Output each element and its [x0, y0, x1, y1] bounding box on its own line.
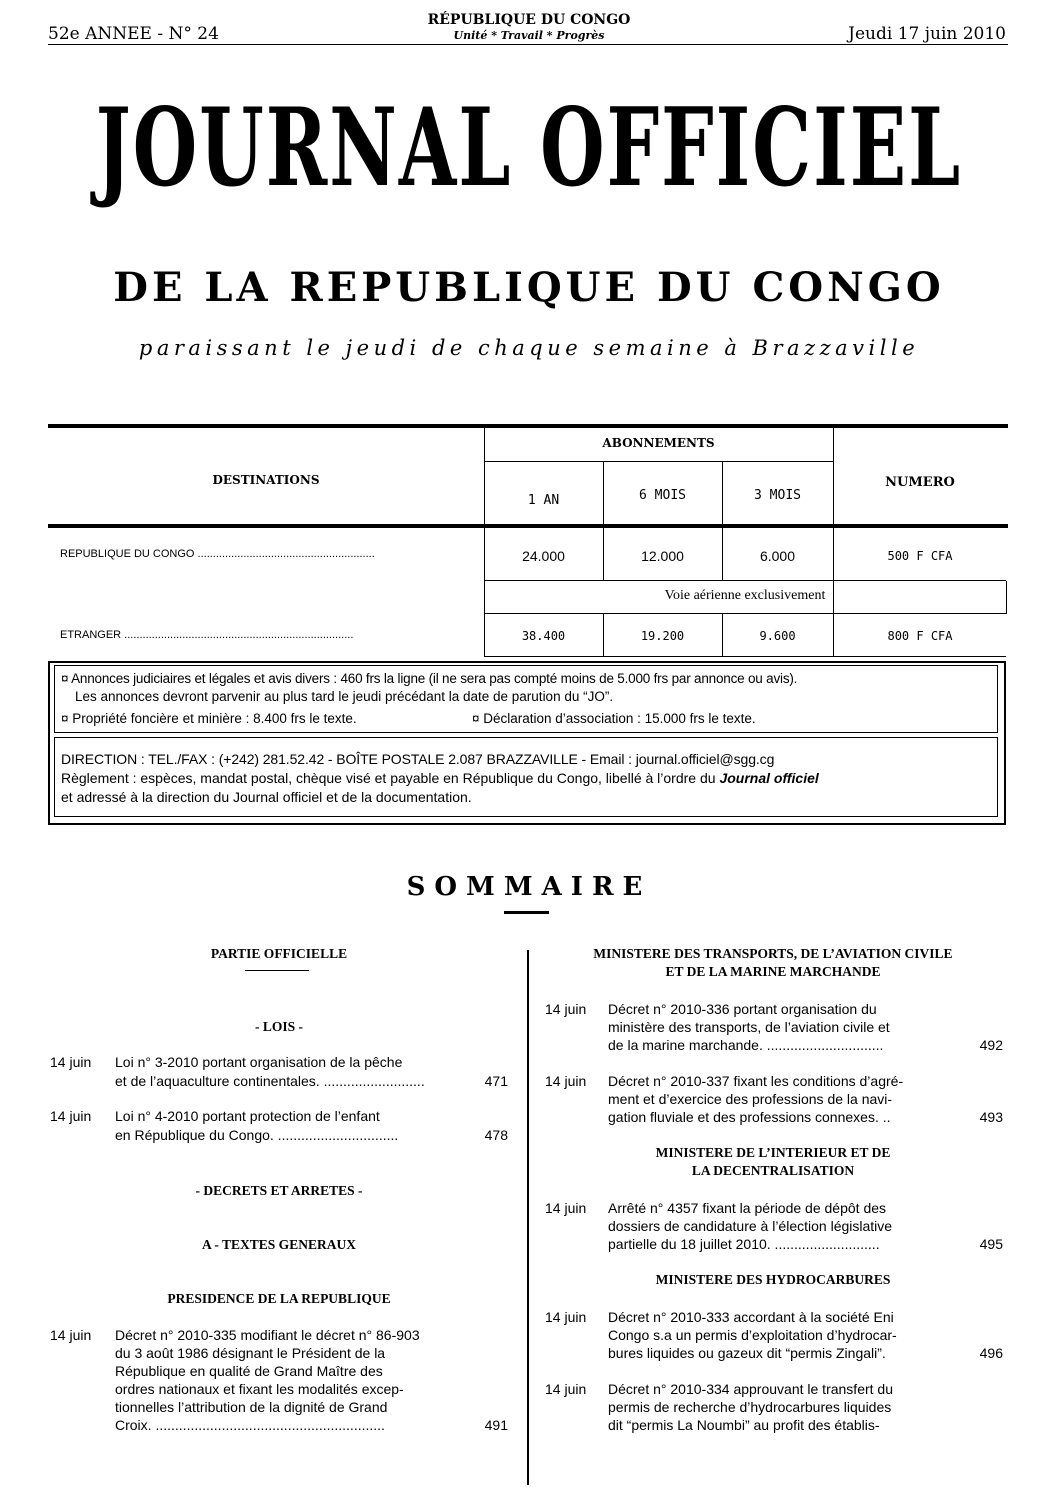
period-header: 3 MOIS: [754, 488, 801, 503]
table-hline: [484, 580, 1006, 581]
entry-page: 471: [484, 1073, 508, 1089]
entry-text: Loi n° 4-2010 portant protection de l’enfant: [115, 1108, 380, 1124]
column-separator: [527, 950, 529, 1485]
section-heading: MINISTERE DE L’INTERIEUR ET DE: [655, 1145, 891, 1160]
journal-title: JOURNAL OFFICIEL: [95, 86, 963, 211]
entry-page: 491: [484, 1417, 508, 1433]
entry-text: Décret n° 2010-337 fixant les conditions d’agré-: [608, 1073, 904, 1089]
section-heading: LA DECENTRALISATION: [691, 1163, 855, 1178]
entry-text: ordres nationaux et fixant les modalités excep-: [115, 1381, 404, 1397]
entry-text: ministère des transports, de l’aviation civile et: [608, 1019, 890, 1035]
entry-text: et de l’aquaculture continentales. ..........................: [115, 1073, 425, 1089]
section-heading: PARTIE OFFICIELLE: [210, 946, 348, 961]
toc-entry[interactable]: [545, 1000, 1005, 1056]
entry-date: 14 juin: [50, 1327, 92, 1343]
announcement-line: ¤ Propriété foncière et minière : 8.400 frs le texte.: [61, 711, 357, 726]
numero-price: 800 F CFA: [887, 629, 953, 643]
entry-text: dossiers de candidature à l’élection législative: [608, 1218, 893, 1234]
table-vline: [1006, 581, 1007, 614]
entry-page: 478: [484, 1127, 508, 1143]
entry-text: Décret n° 2010-333 accordant à la société Eni: [608, 1309, 894, 1325]
abonnements-header: ABONNEMENTS: [602, 436, 715, 450]
entry-text: Arrêté n° 4357 fixant la période de dépôt des: [608, 1200, 887, 1216]
section-heading: MINISTERE DES HYDROCARBURES: [655, 1272, 891, 1287]
toc-entry[interactable]: [545, 1380, 1005, 1436]
entry-text: Décret n° 2010-335 modifiant le décret n° 86-903: [115, 1327, 420, 1343]
entry-date: 14 juin: [545, 1309, 587, 1325]
entry-date: 14 juin: [50, 1054, 92, 1070]
destinations-header: DESTINATIONS: [212, 473, 320, 487]
announcement-line: ¤ Déclaration d’association : 15.000 frs le texte.: [472, 711, 756, 726]
entry-text: République en qualité de Grand Maître des: [115, 1363, 383, 1379]
toc-entry[interactable]: [545, 1199, 1005, 1255]
air-note: Voie aérienne exclusivement: [664, 588, 826, 603]
entry-text: Congo s.a un permis d’exploitation d’hydrocar-: [608, 1327, 897, 1343]
sommaire-title: SOMMAIRE: [406, 872, 652, 902]
entry-date: 14 juin: [545, 1001, 587, 1017]
price-cell: 9.600: [759, 629, 796, 643]
issue-date: Jeudi 17 juin 2010: [848, 24, 1006, 44]
entry-text: bures liquides ou gazeux dit “permis Zingali”.: [608, 1345, 886, 1361]
table-top-rule: [48, 424, 1008, 428]
direction-contact: DIRECTION : TEL./FAX : (+242) 281.52.42 - BOÎTE POSTALE 2.087 BRAZZAVILLE - Email : journal.officiel@sgg.cg: [61, 751, 775, 767]
entry-date: 14 juin: [50, 1108, 92, 1124]
entry-text: Croix. ...........................................................: [115, 1417, 385, 1433]
numero-header: NUMERO: [885, 475, 955, 490]
entry-text: Loi n° 3-2010 portant organisation de la pêche: [115, 1054, 403, 1070]
toc-entry[interactable]: [50, 1053, 510, 1093]
entry-page: 492: [979, 1037, 1003, 1053]
issue-number: 52e ANNEE - N° 24: [48, 24, 219, 44]
toc-entry[interactable]: [50, 1107, 510, 1147]
announcement-line: ¤ Annonces judiciaires et légales et avis divers : 460 frs la ligne (il ne sera pas compté moins de 5.000 frs par annonce ou avis).: [61, 671, 798, 686]
entry-text: gation fluviale et des professions connexes. ..: [608, 1109, 891, 1125]
price-cell: 12.000: [641, 548, 684, 564]
entry-text: dit “permis La Noumbi” au profit des établis-: [608, 1417, 880, 1433]
price-cell: 38.400: [521, 629, 566, 643]
toc-entry[interactable]: [50, 1326, 510, 1438]
sommaire-rule: [504, 911, 549, 914]
entry-text: de la marine marchande. ..............................: [608, 1037, 884, 1053]
section-heading: MINISTERE DES TRANSPORTS, DE L’AVIATION CIVILE: [593, 946, 953, 961]
table-hline: [484, 613, 1006, 614]
numero-price: 500 F CFA: [887, 549, 953, 563]
section-heading: - LOIS -: [254, 1019, 303, 1034]
section-heading: ET DE LA MARINE MARCHANDE: [665, 964, 881, 979]
table-vline: [833, 428, 834, 656]
entry-text: Décret n° 2010-336 portant organisation du: [608, 1001, 877, 1017]
entry-text: ment et d’exercice des professions de la navi-: [608, 1091, 893, 1107]
entry-date: 14 juin: [545, 1381, 587, 1397]
table-hline: [484, 461, 834, 462]
header-rule: [48, 44, 1008, 45]
entry-text: tionnelles l’attribution de la dignité de Grand: [115, 1399, 388, 1415]
entry-date: 14 juin: [545, 1073, 587, 1089]
entry-page: 495: [979, 1236, 1003, 1252]
direction-payment: [61, 769, 993, 788]
announcement-line: Les annonces devront parvenir au plus tard le jeudi précédant la date de parution du “JO”.: [75, 689, 614, 704]
direction-address: et adressé à la direction du Journal officiel et de la documentation.: [61, 789, 472, 805]
journal-tagline: paraissant le jeudi de chaque semaine à Brazzaville: [138, 336, 920, 360]
entry-text: du 3 août 1986 désignant le Président de la: [115, 1345, 386, 1361]
entry-page: 493: [979, 1109, 1003, 1125]
toc-entry[interactable]: [545, 1072, 1005, 1128]
section-heading: A - TEXTES GENERAUX: [202, 1237, 356, 1252]
table-hline: [484, 656, 1006, 657]
price-cell: 24.000: [522, 548, 565, 564]
destination-congo: REPUBLIQUE DU CONGO ..........................................................: [60, 548, 375, 560]
entry-page: 496: [979, 1345, 1003, 1361]
period-header: 1 AN: [527, 493, 560, 508]
table-vline: [484, 428, 485, 656]
entry-text: permis de recherche d’hydrocarbures liquides: [608, 1399, 892, 1415]
section-rule: [245, 970, 309, 971]
header-motto: Unité * Travail * Progrès: [453, 29, 605, 42]
section-heading: PRESIDENCE DE LA REPUBLIQUE: [167, 1291, 391, 1306]
entry-text: Décret n° 2010-334 approuvant le transfert du: [608, 1381, 893, 1397]
payment-text: Règlement : espèces, mandat postal, chèque visé et payable en République du Congo, libellé à l’ordre du: [61, 770, 716, 786]
journal-subtitle: DE LA REPUBLIQUE DU CONGO: [113, 264, 945, 311]
header-country: RÉPUBLIQUE DU CONGO: [427, 12, 631, 28]
entry-text: en République du Congo. ...............................: [115, 1127, 399, 1143]
payment-payee: Journal officiel: [719, 770, 819, 786]
section-heading: - DECRETS ET ARRETES -: [195, 1183, 363, 1198]
toc-entry[interactable]: [545, 1308, 1005, 1364]
entry-text: partielle du 18 juillet 2010. ...........................: [608, 1236, 880, 1252]
destination-etranger: ETRANGER ...........................................................................: [60, 629, 354, 641]
entry-date: 14 juin: [545, 1200, 587, 1216]
price-cell: 19.200: [640, 629, 685, 643]
period-header: 6 MOIS: [639, 488, 686, 503]
price-cell: 6.000: [759, 548, 796, 564]
table-header-rule: [48, 524, 1008, 528]
